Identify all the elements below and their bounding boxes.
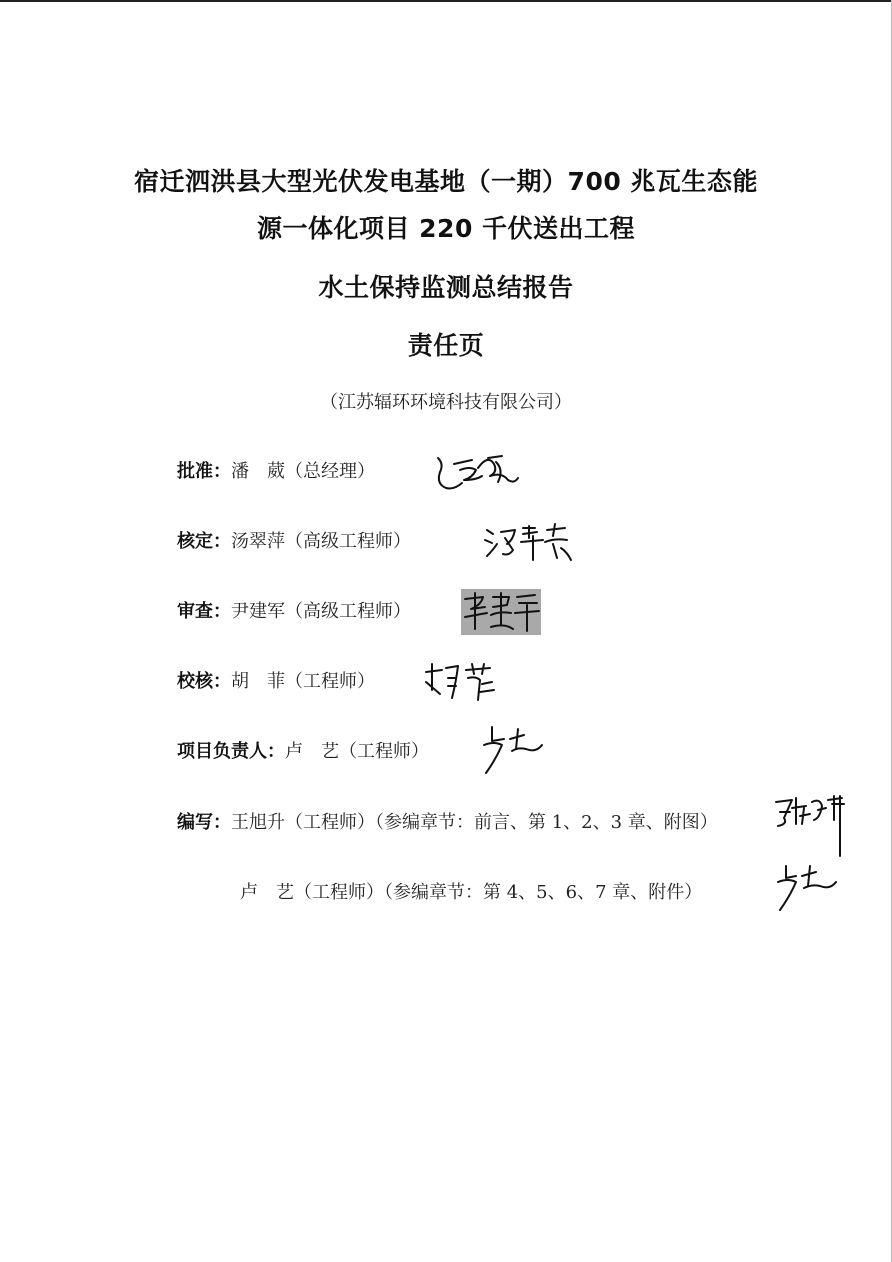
staff-role: 核定：	[177, 531, 231, 552]
top-border	[0, 0, 892, 2]
staff-row-verification	[177, 527, 411, 557]
staff-role: 编写：	[177, 812, 231, 833]
title-line-1: 宿迁泗洪县大型光伏发电基地（一期）700 兆瓦生态能	[134, 167, 758, 196]
signature-image	[774, 794, 846, 860]
signature-image	[422, 660, 496, 704]
signature-image	[432, 450, 522, 495]
staff-row-approval	[177, 457, 375, 487]
staff-role: 项目负责人：	[177, 741, 285, 762]
staff-name: 卢 艺（工程师）（参编章节：第 4、5、6、7 章、附件）	[240, 882, 703, 903]
staff-role: 审查：	[177, 601, 231, 622]
signature-image	[774, 862, 840, 914]
staff-name: 王旭升（工程师）（参编章节：前言、第 1、2、3 章、附图）	[231, 812, 718, 833]
staff-role: 校核：	[177, 671, 231, 692]
signature-image	[478, 723, 548, 778]
staff-row-project-lead	[177, 737, 429, 767]
staff-name: 卢 艺（工程师）	[285, 741, 429, 762]
staff-name: 汤翠萍（高级工程师）	[231, 531, 411, 552]
staff-row-check	[177, 667, 375, 697]
signature-image	[483, 522, 575, 564]
staff-row-author-1	[177, 808, 718, 838]
staff-name: 胡 菲（工程师）	[231, 671, 375, 692]
staff-row-author-2	[240, 878, 702, 908]
title-line-2: 源一体化项目 220 千伏送出工程	[256, 214, 636, 243]
signature-image	[461, 589, 541, 635]
staff-role: 批准：	[177, 461, 231, 482]
company-name: （江苏辐环环境科技有限公司）	[320, 392, 572, 413]
staff-name: 潘 葳（总经理）	[231, 461, 375, 482]
staff-name: 尹建军（高级工程师）	[231, 601, 411, 622]
report-title: 水土保持监测总结报告	[318, 273, 574, 302]
staff-row-review	[177, 597, 411, 627]
page-heading: 责任页	[407, 331, 485, 360]
